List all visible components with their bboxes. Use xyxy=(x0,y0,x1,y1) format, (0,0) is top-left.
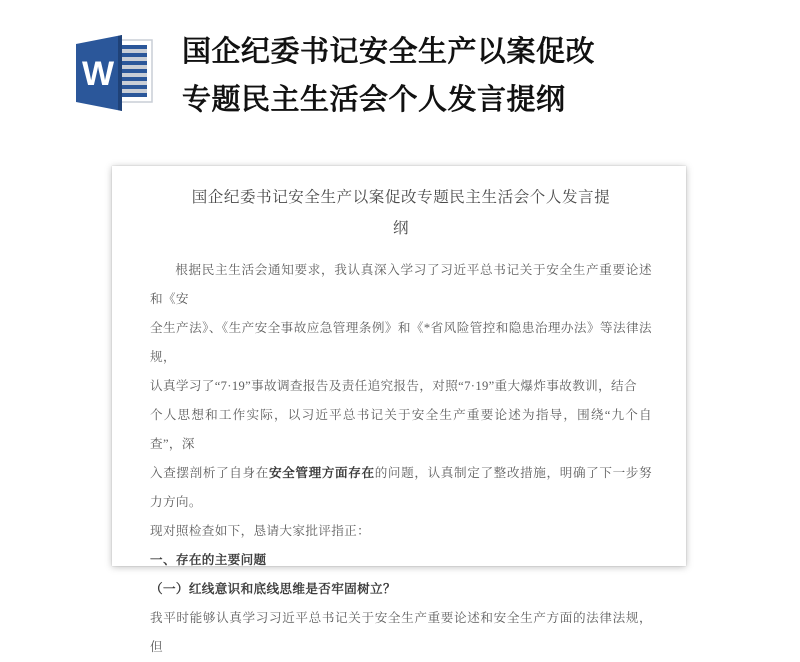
paragraph-closing: 现对照检查如下，恳请大家批评指正： xyxy=(150,524,371,538)
document-title-line-1: 国企纪委书记安全生产以案促改专题民主生活会个人发言提 xyxy=(191,189,611,206)
page-title-line-1: 国企纪委书记安全生产以案促改 xyxy=(182,36,596,68)
paragraph-intro-line-5-bold: 安全管理方面存在 xyxy=(268,466,375,480)
paragraph-intro-line-5-part-b: 的问题，认真制定了整改措施，明确了下一步努力方向。 xyxy=(150,466,652,509)
document-body xyxy=(150,256,652,662)
paragraph-last-visible-line: 我平时能够认真学习习近平总书记关于安全生产重要论述和安全生产方面的法律法规，但 xyxy=(150,611,652,654)
page-title xyxy=(182,28,782,124)
svg-text:W: W xyxy=(81,55,115,93)
document-preview-page[interactable] xyxy=(112,166,686,654)
subsection-heading: （一）红线意识和底线思维是否牢固树立？ xyxy=(150,582,396,596)
word-document-icon xyxy=(66,31,162,115)
document-content xyxy=(112,166,686,662)
document-title xyxy=(150,182,652,244)
page-title-line-2: 专题民主生活会个人发言提纲 xyxy=(182,84,566,116)
paragraph-intro-line-4: 个人思想和工作实际，以习近平总书记关于安全生产重要论述为指导，围绕“九个自查”，深 xyxy=(150,408,652,451)
paragraph-intro-line-3: 认真学习了“7·19”事故调查报告及责任追究报告，对照“7·19”重大爆炸事故教训，结合 xyxy=(150,379,637,393)
paragraph-intro-line-2: 全生产法》、《生产安全事故应急管理条例》和《*省风险管控和隐患治理办法》等法律法规， xyxy=(150,321,652,364)
paragraph-intro-line-5-part-a: 入查摆剖析了自身在 xyxy=(150,466,269,480)
section-heading: 一、存在的主要问题 xyxy=(150,553,267,567)
paragraph-intro-line-5 xyxy=(150,459,652,517)
paragraph-intro-line-1: 根据民主生活会通知要求，我认真深入学习了习近平总书记关于安全生产重要论述和《安 xyxy=(150,263,652,306)
page-header xyxy=(0,0,800,150)
document-title-line-2: 纲 xyxy=(392,220,410,237)
